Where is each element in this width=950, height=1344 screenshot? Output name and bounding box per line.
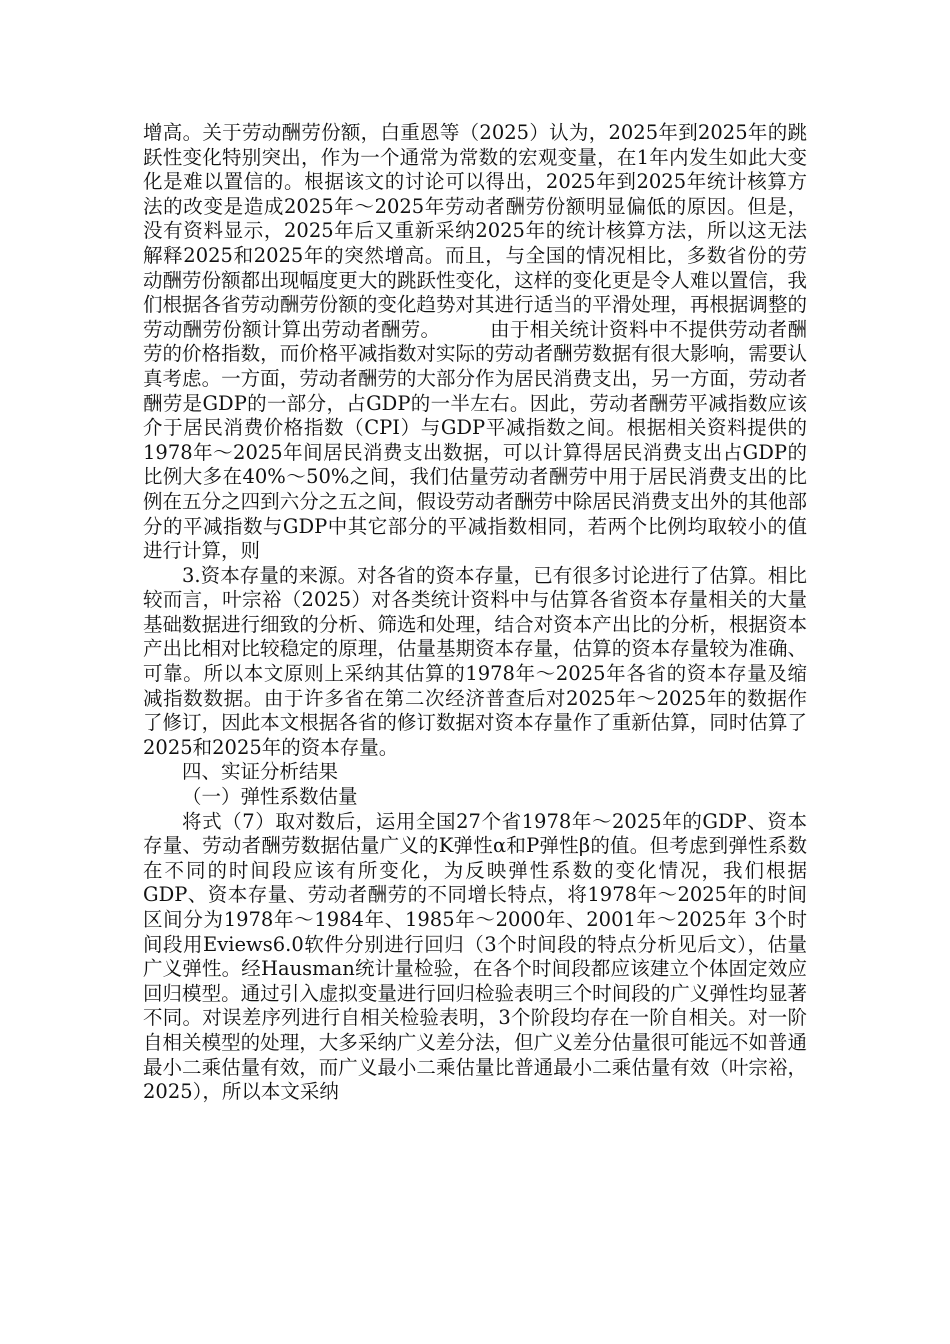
- section-heading-empirical-results: 四、实证分析结果: [182, 760, 339, 784]
- paragraph-capital-stock: 3.资本存量的来源。对各省的资本存量，已有很多讨论进行了估算。相比较而言，叶宗裕（2025）对各类统计资料中与估算各省资本存量相关的大量基础数据进行细致的分析、筛选和处理，结合对资本产出比的分析，根据资本产出比相对比较稳定的原理，估量基期资本存量，估算的资本存量较为准确、可靠。所以本文原则上采纳其估算的1978年～2025年各省的资本存量及缩减指数数据。由于许多省在第二次经济普查后对2025年～2025年的数据作了修订，因此本文根据各省的修订数据对资本存量作了重新估算，同时估算了2025和2025年的资本存量。: [143, 563, 807, 759]
- paragraph-elasticity-estimation: 将式（7）取对数后，运用全国27个省1978年～2025年的GDP、资本存量、劳动者酬劳数据估量广义的K弹性α和P弹性β的值。但考虑到弹性系数在不同的时间段应该有所变化，为反映弹性系数的变化情况，我们根据GDP、资本存量、劳动者酬劳的不同增长特点，将1978年～2025年的时间区间分为1978年～1984年、1985年～2000年、2001年～2025年 3个时间段用Eviews6.0软件分别进行回归（3个时间段的特点分析见后文），估量广义弹性。经Hausman统计量检验，在各个时间段都应该建立个体固定效应回归模型。通过引入虚拟变量进行回归检验表明三个时间段的广义弹性均显著不同。对误差序列进行自相关检验表明，3个阶段均存在一阶自相关。对一阶自相关模型的处理，大多采纳广义差分法，但广义差分估量很可能远不如普通最小二乘估量有效，而广义最小二乘估量比普通最小二乘估量有效（叶宗裕，2025），所以本文采纳: [143, 809, 807, 1104]
- subsection-heading-elasticity: （一）弹性系数估量: [182, 785, 358, 809]
- paragraph-labor-compensation: 增高。关于劳动酬劳份额，白重恩等（2025）认为，2025年到2025年的跳跃性变化特别突出，作为一个通常为常数的宏观变量，在1年内发生如此大变化是难以置信的。根据该文的讨论可以得出，2025年到2025年统计核算方法的改变是造成2025年～2025年劳动者酬劳份额明显偏低的原因。但是，没有资料显示，2025年后又重新采纳2025年的统计核算方法，所以这无法解释2025和2025年的突然增高。而且，与全国的情况相比，多数省份的劳动酬劳份额都出现幅度更大的跳跃性变化，这样的变化更是令人难以置信，我们根据各省劳动酬劳份额的变化趋势对其进行适当的平滑处理，再根据调整的劳动酬劳份额计算出劳动者酬劳。 由于相关统计资料中不提供劳动者酬劳的价格指数，而价格平减指数对实际的劳动者酬劳数据有很大影响，需要认真考虑。一方面，劳动者酬劳的大部分作为居民消费支出，另一方面，劳动者酬劳是GDP的一部分，占GDP的一半左右。因此，劳动者酬劳平减指数应该介于居民消费价格指数（CPI）与GDP平减指数之间。根据相关资料提供的1978年～2025年间居民消费支出数据，可以计算得居民消费支出占GDP的比例大多在40%～50%之间，我们估量劳动者酬劳中用于居民消费支出的比例在五分之四到六分之五之间，假设劳动者酬劳中除居民消费支出外的其他部分的平减指数与GDP中其它部分的平减指数相同，若两个比例均取较小的值进行计算，则: [143, 121, 807, 563]
- document-body: [143, 121, 807, 1105]
